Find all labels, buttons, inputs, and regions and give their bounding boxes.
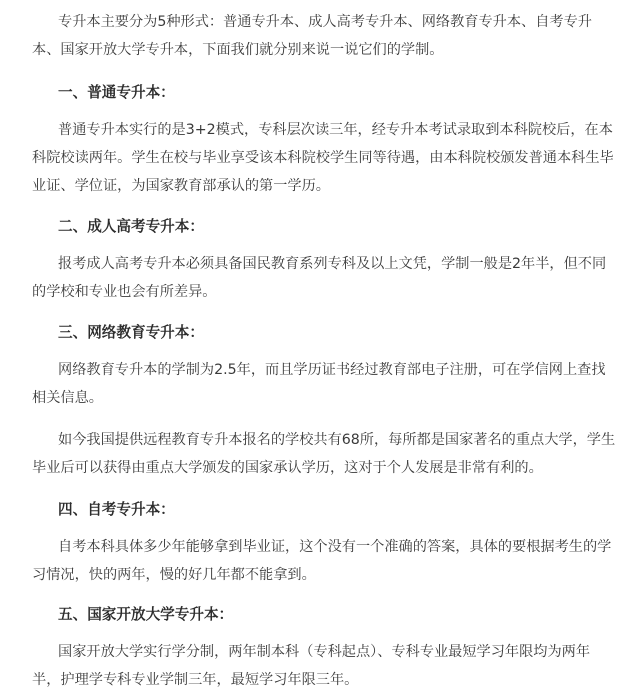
section-3-paragraph-2: 如今我国提供远程教育专升本报名的学校共有68所，每所都是国家著名的重点大学，学生毕业后可以获得由重点大学颁发的国家承认学历，这对于个人发展是非常有利的。 [32, 432, 616, 476]
section-heading-4: 四、自考专升本： [58, 501, 175, 518]
section-4-paragraph-1: 自考本科具体多少年能够拿到毕业证，这个没有一个准确的答案，具体的要根据考生的学习情况，快的两年，慢的好几年都不能拿到。 [32, 539, 612, 583]
section-heading-2: 二、成人高考专升本： [58, 218, 204, 235]
intro-paragraph: 专升本主要分为5种形式：普通专升本、成人高考专升本、网络教育专升本、自考专升本、国家开放大学专升本，下面我们就分别来说一说它们的学制。 [32, 14, 592, 58]
section-heading-5: 五、国家开放大学专升本： [58, 606, 234, 623]
section-2-paragraph-1: 报考成人高考专升本必须具备国民教育系列专科及以上文凭，学制一般是2年半，但不同的学校和专业也会有所差异。 [32, 256, 607, 300]
section-heading-3: 三、网络教育专升本： [58, 324, 204, 341]
section-heading-1: 一、普通专升本： [58, 84, 175, 101]
section-5-paragraph-1: 国家开放大学实行学分制，两年制本科（专科起点）、专科专业最短学习年限均为两年半，护理学专科专业学制三年，最短学习年限三年。 [32, 644, 591, 688]
section-3-paragraph-1: 网络教育专升本的学制为2.5年，而且学历证书经过教育部电子注册，可在学信网上查找相关信息。 [32, 362, 606, 406]
section-1-paragraph-1: 普通专升本实行的是3+2模式，专科层次读三年，经专升本考试录取到本科院校后，在本科院校读两年。学生在校与毕业享受该本科院校学生同等待遇，由本科院校颁发普通本科生毕业证、学位证，为国家教育部承认的第一学历。 [32, 122, 614, 194]
